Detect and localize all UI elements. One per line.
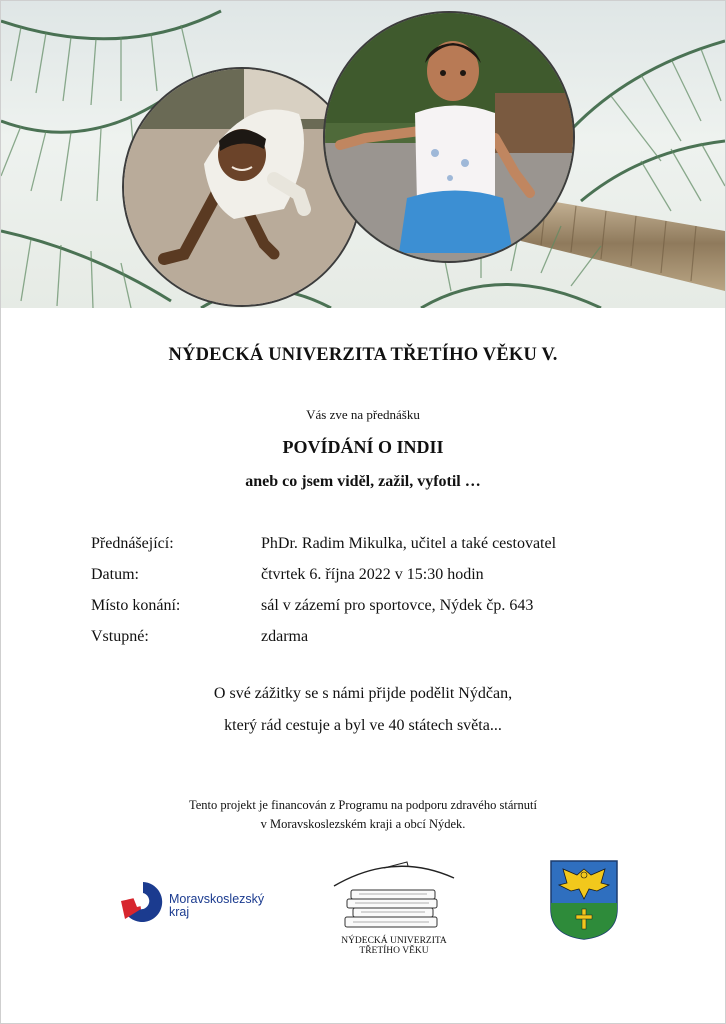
books-roof-icon bbox=[329, 856, 459, 936]
detail-label: Datum: bbox=[91, 566, 139, 583]
nut-label-line-2: TŘETÍHO VĚKU bbox=[359, 946, 429, 956]
msk-emblem-icon bbox=[119, 879, 167, 927]
detail-value: PhDr. Radim Mikulka, učitel a také cestovatel bbox=[261, 535, 557, 552]
funding-line-1: Tento projekt je financován z Programu na podporu zdravého stárnutí bbox=[189, 798, 537, 812]
invite-line: Vás zve na přednášku bbox=[306, 407, 420, 422]
header-photo-collage bbox=[1, 1, 725, 308]
main-title: NÝDECKÁ UNIVERZITA TŘETÍHO VĚKU V. bbox=[168, 345, 558, 365]
msk-label-line-2: kraj bbox=[169, 905, 190, 919]
invitation-text-line-2: který rád cestuje a byl ve 40 státech světa... bbox=[224, 717, 502, 734]
nydecka-univerzita-logo bbox=[329, 856, 459, 961]
lecture-title: POVÍDÁNÍ O INDII bbox=[282, 437, 444, 457]
detail-label: Přednášející: bbox=[91, 535, 174, 552]
nut-label-line-1: NÝDECKÁ UNIVERZITA bbox=[341, 936, 447, 946]
funding-line-2: v Moravskoslezském kraji a obcí Nýdek. bbox=[260, 817, 466, 831]
msk-label-line-1: Moravskoslezský bbox=[169, 892, 265, 906]
detail-label: Vstupné: bbox=[91, 628, 149, 645]
detail-value: sál v zázemí pro sportovce, Nýdek čp. 643 bbox=[261, 597, 534, 614]
detail-value: čtvrtek 6. října 2022 v 15:30 hodin bbox=[261, 566, 484, 583]
nydek-coat-of-arms-icon bbox=[549, 859, 619, 941]
moravskoslezsky-kraj-logo bbox=[119, 879, 279, 929]
photo-girl-reaching bbox=[323, 11, 575, 263]
lecture-subtitle: aneb co jsem viděl, zažil, vyfotil … bbox=[245, 473, 481, 490]
detail-label: Místo konání: bbox=[91, 597, 181, 614]
detail-value: zdarma bbox=[261, 628, 309, 645]
invitation-text-line-1: O své zážitky se s námi přijde podělit Nýdčan, bbox=[213, 685, 513, 702]
